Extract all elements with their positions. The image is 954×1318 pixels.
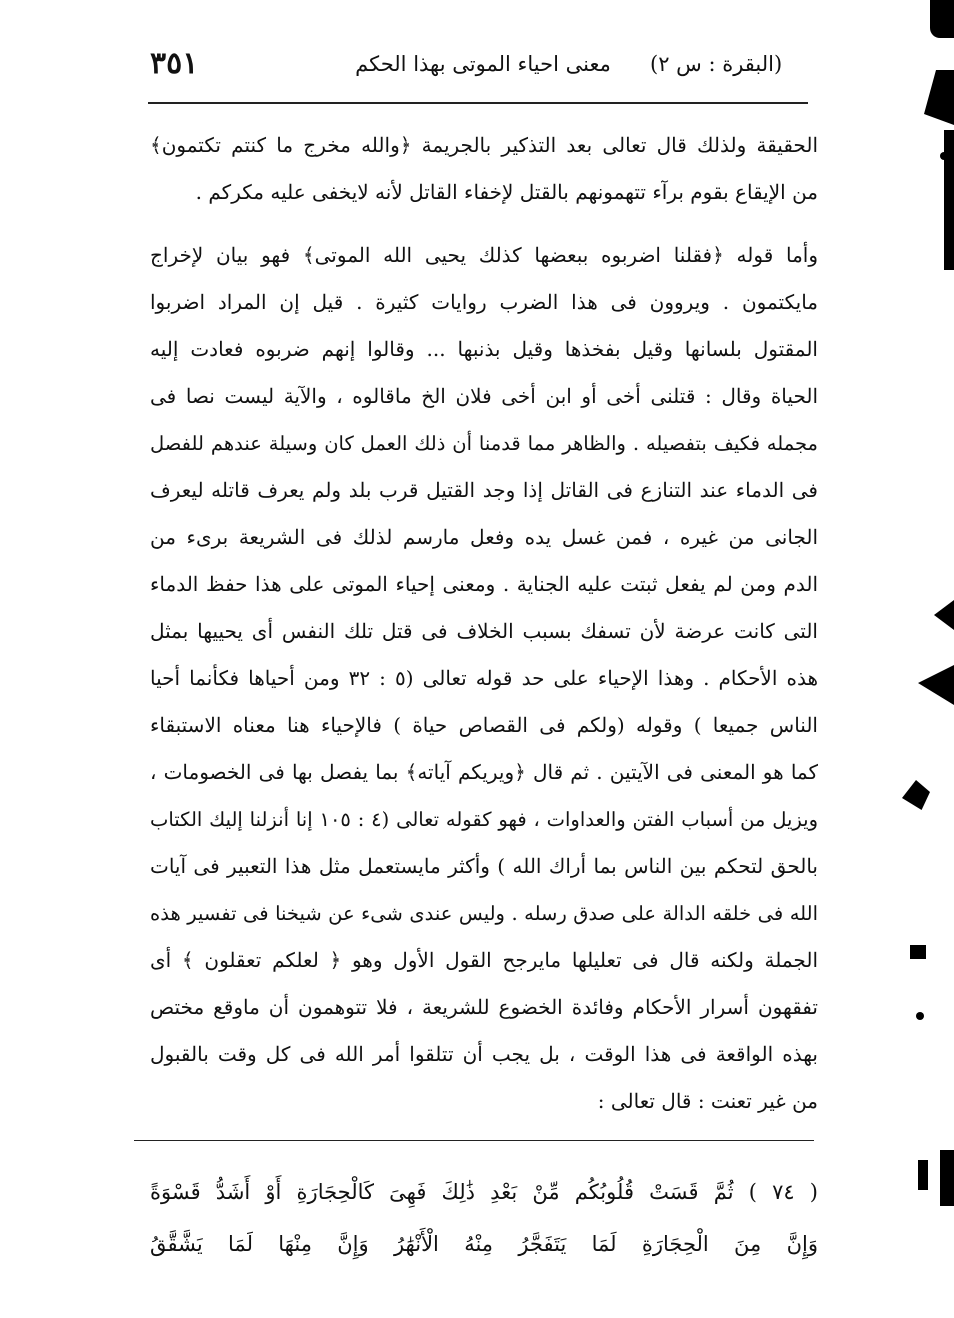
text-line: التى كانت عرضة لأن تسفك بسبب الخلاف فى قتل تلك النفس أى يحييها بمثل: [150, 619, 818, 643]
text-line: وأما قوله ﴿فقلنا اضربوه ببعضها كذلك يحيى الله الموتى﴾ فهو بيان لإخراج: [150, 243, 818, 267]
running-title: معنى احياء الموتى بهذا الحكم: [355, 52, 611, 76]
page-number: ٣٥١: [150, 46, 199, 81]
text-line: بهذه الواقعة فى هذا الوقت ، بل يجب أن تتلقوا أمر الله فى كل وقت بالقبول: [150, 1042, 818, 1066]
header-rule: [148, 102, 808, 104]
text-line: مجمله فكيف بتفصيله . والظاهر مما قدمنا أن ذلك العمل كان وسيلة عندهم للفصل: [150, 432, 818, 455]
surah-reference: (البقرة : س ٢): [650, 52, 783, 76]
text-line: هذه الأحكام . وهذا الإحياء على حد قوله تعالى (٥ : ٣٢ ومن أحياها فكأنما أحيا: [150, 666, 818, 690]
scan-edge-mark: [944, 130, 954, 270]
scan-speck: [916, 1012, 924, 1020]
text-line: مايكتمون . ويروون فى هذا الضرب روايات كثيرة . قيل إن المراد اضربوا: [150, 290, 818, 314]
verse-line: ( ٧٤ ) ثُمَّ قَسَتْ قُلُوبُكُم مِّنْ بَعْدِ ذَٰلِكَ فَهِىَ كَالْحِجَارَةِ أَوْ أَشَدُّ قَسْوَةً: [150, 1180, 818, 1204]
text-line: الله فى خلقه الدالة على صدق رسله . وليس عندى شىء عن شيخنا فى تفسير هذه: [150, 902, 818, 925]
verse-line: وَإِنَّ مِنَ الْحِجَارَةِ لَمَا يَتَفَجَّرُ مِنْهُ الْأَنْهَٰرُ وَإِنَّ مِنْهَا لَمَا يَشَّقَّقُ: [150, 1232, 818, 1256]
scan-edge-mark: [918, 665, 954, 705]
scan-edge-mark: [918, 1160, 928, 1190]
scan-edge-mark: [902, 780, 930, 810]
text-line: ويزيل من أسباب الفتن والعداوات ، فهو كقوله تعالى (٤ : ١٠٥ إنا أنزلنا إليك الكتاب: [150, 808, 818, 831]
scan-edge-mark: [930, 0, 954, 38]
text-line: الحقيقة ولذلك قال تعالى بعد التذكير بالجريمة ﴿والله مخرج ما كنتم تكتمون﴾: [150, 133, 818, 157]
text-line: تفقهون أسرار الأحكام وفائدة الخضوع للشريعة ، فلا تتوهمون أن ماوقع مختص: [150, 995, 818, 1019]
scan-edge-mark: [940, 1150, 954, 1206]
text-line: الناس جميعا ) وقوله (ولكم فى القصاص حياة ) فالإحياء هنا معناه الاستبقاء: [150, 713, 818, 737]
scan-edge-mark: [910, 945, 926, 959]
text-line: الدم ومن لم يفعل ثبتت عليه الجناية . ومعنى إحياء الموتى على هذا حفظ الدماء: [150, 572, 818, 596]
text-line: المقتول بلسانها وقيل بفخذها وقيل بذنبها ... وقالوا إنهم ضربوه فعادت إليه: [150, 337, 818, 361]
scan-speck: [940, 152, 948, 160]
text-line: كما هو المعنى فى الآيتين . ثم قال ﴿ويريكم آياته﴾ بما يفصل بها فى الخصومات ،: [150, 760, 818, 784]
scan-edge-mark: [924, 70, 954, 125]
quran-verse: [150, 1166, 818, 1270]
commentary-text: [150, 118, 818, 1125]
text-line: الجملة ولكنه قال فى تعليلها مايرجح القول الأول وهو ﴿ لعلكم تعقلون ﴾ أى: [150, 948, 818, 972]
text-line: من غير تعنت : قال تعالى :: [597, 1089, 818, 1113]
scan-edge-mark: [934, 600, 954, 630]
text-line: من الإيقاع بقوم برآء تتهمونهم بالقتل لإخفاء القاتل لأنه لايخفى عليه مكركم .: [195, 180, 818, 204]
text-line: فى الدماء عند التنازع فى القاتل إذا وجد القتيل قرب بلد ولم يعرف قاتله ليعرف: [150, 478, 818, 502]
verse-separator-rule: [134, 1140, 814, 1141]
text-line: الحياة وقال : قتلنى أخى أو ابن أخى فلان الخ ماقالوه ، والآية ليست نصا فى: [150, 384, 818, 408]
text-line: الجانى من غيره ، فمن غسل يده وفعل مارسم لذلك فى الشريعة برىء من: [150, 525, 818, 549]
paragraph-gap: [150, 216, 818, 232]
text-line: بالحق لتحكم بين الناس بما أراك الله ) وأكثر مايستعمل مثل هذا التعبير فى آيات: [150, 854, 818, 878]
